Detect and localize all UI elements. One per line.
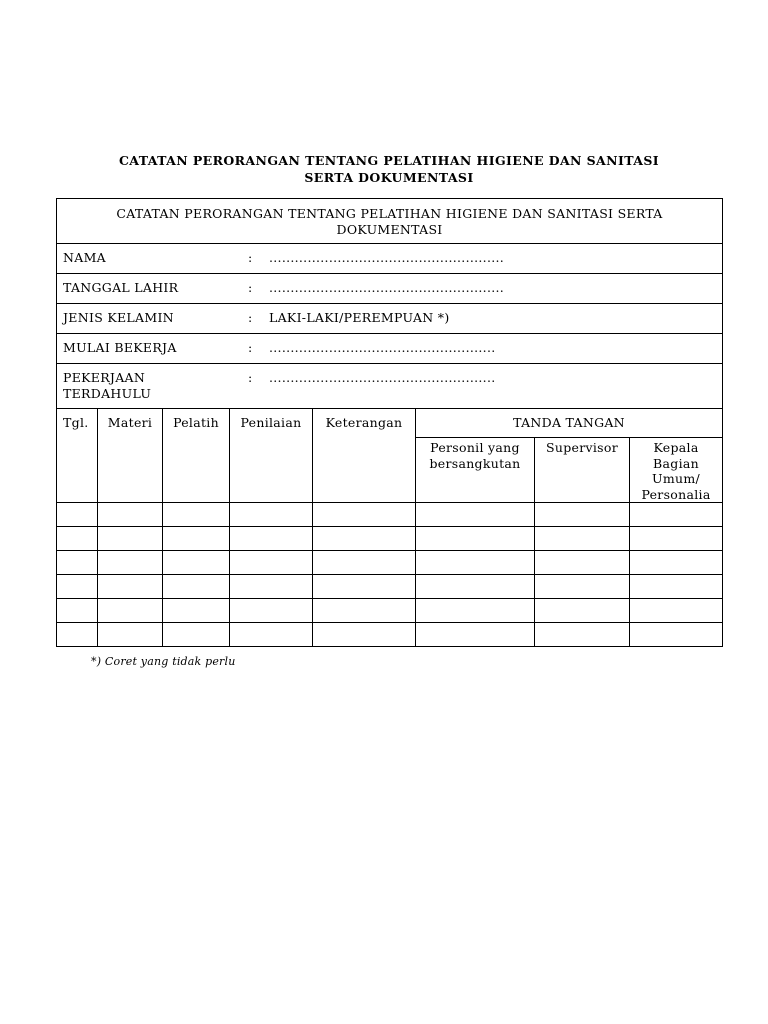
table-cell[interactable]	[313, 575, 416, 599]
table-cell[interactable]	[313, 599, 416, 623]
column-header-keterangan: Keterangan	[313, 409, 416, 503]
table-cell[interactable]	[98, 551, 163, 575]
table-cell[interactable]	[630, 527, 723, 551]
table-cell[interactable]	[57, 503, 98, 527]
table-cell[interactable]	[630, 503, 723, 527]
column-header-materi: Materi	[98, 409, 163, 503]
table-cell[interactable]	[630, 599, 723, 623]
column-header-penilaian: Penilaian	[230, 409, 313, 503]
field-row-jenis-kelamin	[57, 304, 723, 334]
table-cell[interactable]	[98, 599, 163, 623]
field-value-pekerjaan-terdahulu[interactable]: .....................................................	[269, 370, 496, 385]
field-label-pekerjaan-terdahulu: PEKERJAAN TERDAHULU	[63, 370, 152, 401]
table-cell[interactable]	[163, 527, 230, 551]
table-cell[interactable]	[535, 599, 630, 623]
column-header-tgl: Tgl.	[57, 409, 98, 503]
table-row	[57, 503, 723, 527]
table-row	[57, 623, 723, 647]
table-cell[interactable]	[416, 575, 535, 599]
field-value-tanggal-lahir[interactable]: .......................................................	[269, 280, 505, 295]
table-cell[interactable]	[230, 575, 313, 599]
table-cell[interactable]	[535, 551, 630, 575]
field-label-mulai-bekerja: MULAI BEKERJA	[63, 340, 177, 355]
field-row-mulai-bekerja	[57, 334, 723, 364]
table-cell[interactable]	[163, 599, 230, 623]
table-cell[interactable]	[163, 551, 230, 575]
table-cell[interactable]	[416, 551, 535, 575]
column-header-supervisor: Supervisor	[535, 438, 630, 503]
table-cell[interactable]	[535, 503, 630, 527]
table-cell[interactable]	[230, 599, 313, 623]
field-row-tanggal-lahir	[57, 274, 723, 304]
field-row-pekerjaan-terdahulu	[57, 364, 723, 409]
table-cell[interactable]	[416, 623, 535, 647]
field-separator: :	[248, 310, 253, 325]
field-value-jenis-kelamin[interactable]: LAKI-LAKI/PEREMPUAN *)	[269, 310, 450, 325]
training-record-table	[56, 198, 723, 647]
table-row	[57, 599, 723, 623]
table-cell[interactable]	[57, 599, 98, 623]
table-cell[interactable]	[98, 527, 163, 551]
table-header: CATATAN PERORANGAN TENTANG PELATIHAN HIGIENE DAN SANITASI SERTA DOKUMENTASI	[57, 199, 723, 244]
footnote: *) Coret yang tidak perlu	[91, 655, 236, 668]
table-cell[interactable]	[163, 503, 230, 527]
table-cell[interactable]	[163, 623, 230, 647]
table-cell[interactable]	[535, 575, 630, 599]
field-separator: :	[248, 280, 253, 295]
table-row	[57, 551, 723, 575]
table-cell[interactable]	[416, 527, 535, 551]
table-cell[interactable]	[630, 575, 723, 599]
field-separator: :	[248, 370, 253, 385]
table-cell[interactable]	[163, 575, 230, 599]
field-value-mulai-bekerja[interactable]: .....................................................	[269, 340, 496, 355]
column-header-tanda-tangan: TANDA TANGAN	[416, 409, 723, 438]
column-header-personil: Personil yang bersangkutan	[416, 438, 535, 503]
table-row	[57, 575, 723, 599]
table-cell[interactable]	[416, 503, 535, 527]
table-cell[interactable]	[416, 599, 535, 623]
table-cell[interactable]	[57, 623, 98, 647]
table-cell[interactable]	[630, 551, 723, 575]
table-cell[interactable]	[98, 575, 163, 599]
field-value-nama[interactable]: .......................................................	[269, 250, 505, 265]
table-cell[interactable]	[98, 503, 163, 527]
field-label-tanggal-lahir: TANGGAL LAHIR	[63, 280, 179, 295]
table-cell[interactable]	[313, 551, 416, 575]
field-label-jenis-kelamin: JENIS KELAMIN	[63, 310, 174, 325]
table-row	[57, 527, 723, 551]
field-row-nama	[57, 244, 723, 274]
table-cell[interactable]	[98, 623, 163, 647]
table-cell[interactable]	[230, 551, 313, 575]
table-cell[interactable]	[230, 503, 313, 527]
document-title-line-2: SERTA DOKUMENTASI	[304, 170, 474, 185]
column-header-pelatih: Pelatih	[163, 409, 230, 503]
table-cell[interactable]	[57, 527, 98, 551]
table-cell[interactable]	[313, 503, 416, 527]
table-cell[interactable]	[313, 527, 416, 551]
document-title	[56, 152, 722, 186]
column-header-kepala: Kepala Bagian Umum/ Personalia	[630, 438, 723, 503]
table-cell[interactable]	[313, 623, 416, 647]
table-cell[interactable]	[230, 527, 313, 551]
table-cell[interactable]	[57, 551, 98, 575]
table-cell[interactable]	[57, 575, 98, 599]
table-cell[interactable]	[630, 623, 723, 647]
table-cell[interactable]	[535, 527, 630, 551]
field-separator: :	[248, 250, 253, 265]
document-title-line-1: CATATAN PERORANGAN TENTANG PELATIHAN HIGIENE DAN SANITASI	[118, 153, 660, 168]
field-label-nama: NAMA	[63, 250, 106, 265]
field-separator: :	[248, 340, 253, 355]
table-cell[interactable]	[230, 623, 313, 647]
table-cell[interactable]	[535, 623, 630, 647]
